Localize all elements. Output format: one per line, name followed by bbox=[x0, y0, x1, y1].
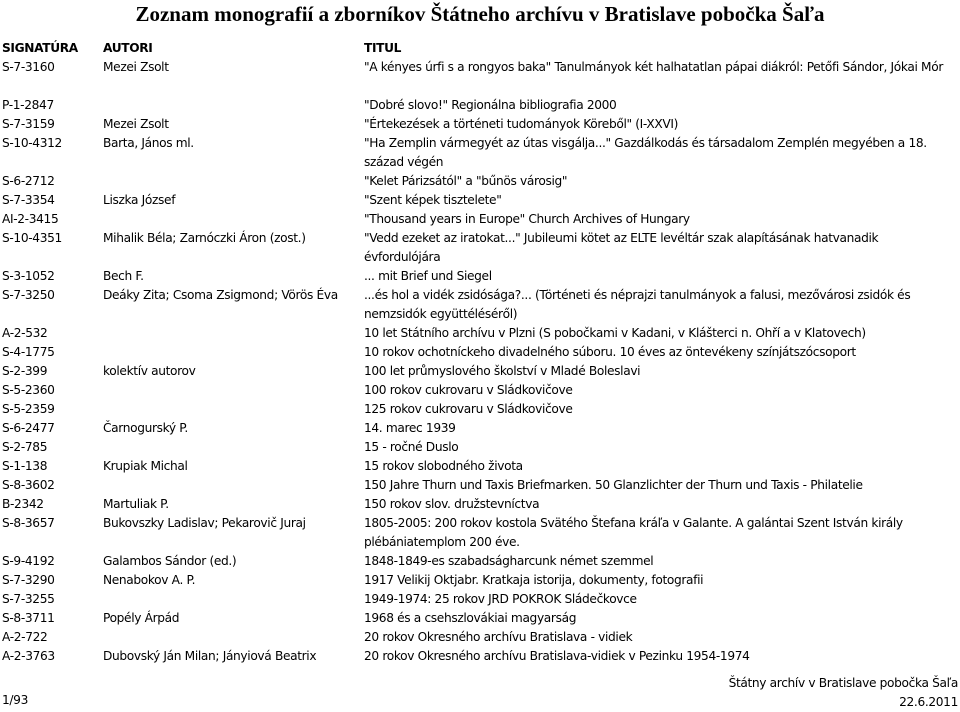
row-signature: S-7-3160 bbox=[2, 60, 55, 74]
row-title: 150 rokov slov. družstevníctva bbox=[364, 497, 540, 511]
row-signature: S-2-399 bbox=[2, 364, 48, 378]
row-signature: S-5-2359 bbox=[2, 402, 55, 416]
row-title: "Szent képek tisztelete" bbox=[364, 193, 502, 207]
row-title: 1805-2005: 200 rokov kostola Svätého Štefana kráľa v Galante. A galántai Szent István király plébániatemplom 200 éve. bbox=[364, 516, 903, 549]
row-title: 10 let Státního archívu v Plzni (S pobočkami v Kadani, v Klášterci n. Ohří a v Klatovech) bbox=[364, 326, 866, 340]
row-authors: Nenabokov A. P. bbox=[103, 573, 196, 587]
row-authors: Mihalik Béla; Zarnóczki Áron (zost.) bbox=[103, 231, 306, 245]
row-title: 14. marec 1939 bbox=[364, 421, 456, 435]
row-signature: S-8-3657 bbox=[2, 516, 55, 530]
header-signature: SIGNATÚRA bbox=[2, 41, 78, 55]
row-title: 15 rokov slobodného života bbox=[364, 459, 523, 473]
row-title: 150 Jahre Thurn und Taxis Briefmarken. 50 Glanzlichter der Thurn und Taxis - Philatelie bbox=[364, 478, 863, 492]
row-title: 1968 és a csehszlovákiai magyarság bbox=[364, 611, 577, 625]
row-authors: Mezei Zsolt bbox=[103, 60, 169, 74]
row-signature: A-2-3763 bbox=[2, 649, 55, 663]
row-signature: A-2-532 bbox=[2, 326, 48, 340]
row-title: 20 rokov Okresného archívu Bratislava-vidiek v Pezinku 1954-1974 bbox=[364, 649, 750, 663]
row-title: 15 - ročné Duslo bbox=[364, 440, 459, 454]
row-signature: AI-2-3415 bbox=[2, 212, 59, 226]
row-signature: S-10-4312 bbox=[2, 136, 62, 150]
row-signature: B-2342 bbox=[2, 497, 44, 511]
row-signature: S-7-3290 bbox=[2, 573, 55, 587]
row-authors: Mezei Zsolt bbox=[103, 117, 169, 131]
row-title: "Értekezések a történeti tudományok Köreből" (I-XXVI) bbox=[364, 117, 678, 131]
row-signature: S-5-2360 bbox=[2, 383, 55, 397]
header-title: TITUL bbox=[364, 41, 402, 55]
row-title: 125 rokov cukrovaru v Sládkovičove bbox=[364, 402, 573, 416]
row-title: "A kényes úrfi s a rongyos baka" Tanulmányok két halhatatlan pápai diákról: Petőfi Sándor, Jókai Mór bbox=[364, 60, 943, 74]
row-signature: S-1-138 bbox=[2, 459, 48, 473]
row-title: "Ha Zemplin vármegyét az útas visgálja..." Gazdálkodás és társadalom Zemplén megyében a 18. század végén bbox=[364, 136, 927, 169]
row-signature: S-10-4351 bbox=[2, 231, 62, 245]
row-signature: S-8-3711 bbox=[2, 611, 55, 625]
row-authors: Čarnogurský P. bbox=[103, 421, 188, 435]
footer-institution: Štátny archív v Bratislave pobočka Šaľa bbox=[728, 676, 958, 690]
page-number: 1/93 bbox=[2, 693, 28, 707]
row-authors: Barta, János ml. bbox=[103, 136, 194, 150]
row-signature: S-6-2712 bbox=[2, 174, 55, 188]
row-authors: Krupiak Michal bbox=[103, 459, 188, 473]
document-title: Zoznam monografií a zborníkov Štátneho archívu v Bratislave pobočka Šaľa bbox=[135, 2, 825, 26]
row-authors: Popély Árpád bbox=[103, 611, 180, 625]
row-title: 100 rokov cukrovaru v Sládkovičove bbox=[364, 383, 573, 397]
row-title: 10 rokov ochotníckeho divadelného súboru. 10 éves az öntevékeny színjátszócsoport bbox=[364, 345, 856, 359]
row-signature: S-3-1052 bbox=[2, 269, 55, 283]
row-title: "Kelet Párizsától" a "bűnös városig" bbox=[364, 174, 568, 188]
row-title: 1848-1849-es szabadságharcunk német szemmel bbox=[364, 554, 654, 568]
row-authors: Galambos Sándor (ed.) bbox=[103, 554, 237, 568]
row-title: ...és hol a vidék zsidósága?... (Történeti és néprajzi tanulmányok a falusi, mezővárosi zsidók és nemzsidók együttéléséről) bbox=[364, 288, 911, 321]
row-signature: A-2-722 bbox=[2, 630, 48, 644]
row-signature: S-8-3602 bbox=[2, 478, 55, 492]
row-signature: S-2-785 bbox=[2, 440, 48, 454]
row-title: 1917 Velikij Oktjabr. Kratkaja istorija, dokumenty, fotografii bbox=[364, 573, 704, 587]
row-signature: S-9-4192 bbox=[2, 554, 55, 568]
row-authors: Martuliak P. bbox=[103, 497, 169, 511]
row-authors: Deáky Zita; Csoma Zsigmond; Vörös Éva bbox=[103, 288, 338, 302]
row-title: "Dobré slovo!" Regionálna bibliografia 2000 bbox=[364, 98, 617, 112]
footer-info bbox=[729, 674, 958, 712]
footer-date: 22.6.2011 bbox=[899, 695, 958, 709]
row-signature: S-7-3255 bbox=[2, 592, 55, 606]
row-authors: Dubovský Ján Milan; Jányiová Beatrix bbox=[103, 649, 317, 663]
row-title: "Thousand years in Europe" Church Archives of Hungary bbox=[364, 212, 690, 226]
row-signature: S-4-1775 bbox=[2, 345, 55, 359]
row-signature: S-7-3250 bbox=[2, 288, 55, 302]
row-signature: S-7-3159 bbox=[2, 117, 55, 131]
row-authors: Bukovszky Ladislav; Pekarovič Juraj bbox=[103, 516, 306, 530]
row-authors: kolektív autorov bbox=[103, 364, 196, 378]
row-title: ... mit Brief und Siegel bbox=[364, 269, 492, 283]
row-title: 20 rokov Okresného archívu Bratislava - vidiek bbox=[364, 630, 633, 644]
row-signature: P-1-2847 bbox=[2, 98, 54, 112]
row-title: 1949-1974: 25 rokov JRD POKROK Sládečkovce bbox=[364, 592, 637, 606]
row-signature: S-7-3354 bbox=[2, 193, 55, 207]
row-title: 100 let průmyslového školství v Mladé Boleslavi bbox=[364, 364, 641, 378]
row-authors: Liszka József bbox=[103, 193, 176, 207]
row-title: "Vedd ezeket az iratokat..." Jubileumi kötet az ELTE levéltár szak alapításának hatvanadik évfordulójára bbox=[364, 231, 879, 264]
row-signature: S-6-2477 bbox=[2, 421, 55, 435]
header-authors: AUTORI bbox=[103, 41, 153, 55]
row-authors: Bech F. bbox=[103, 269, 144, 283]
